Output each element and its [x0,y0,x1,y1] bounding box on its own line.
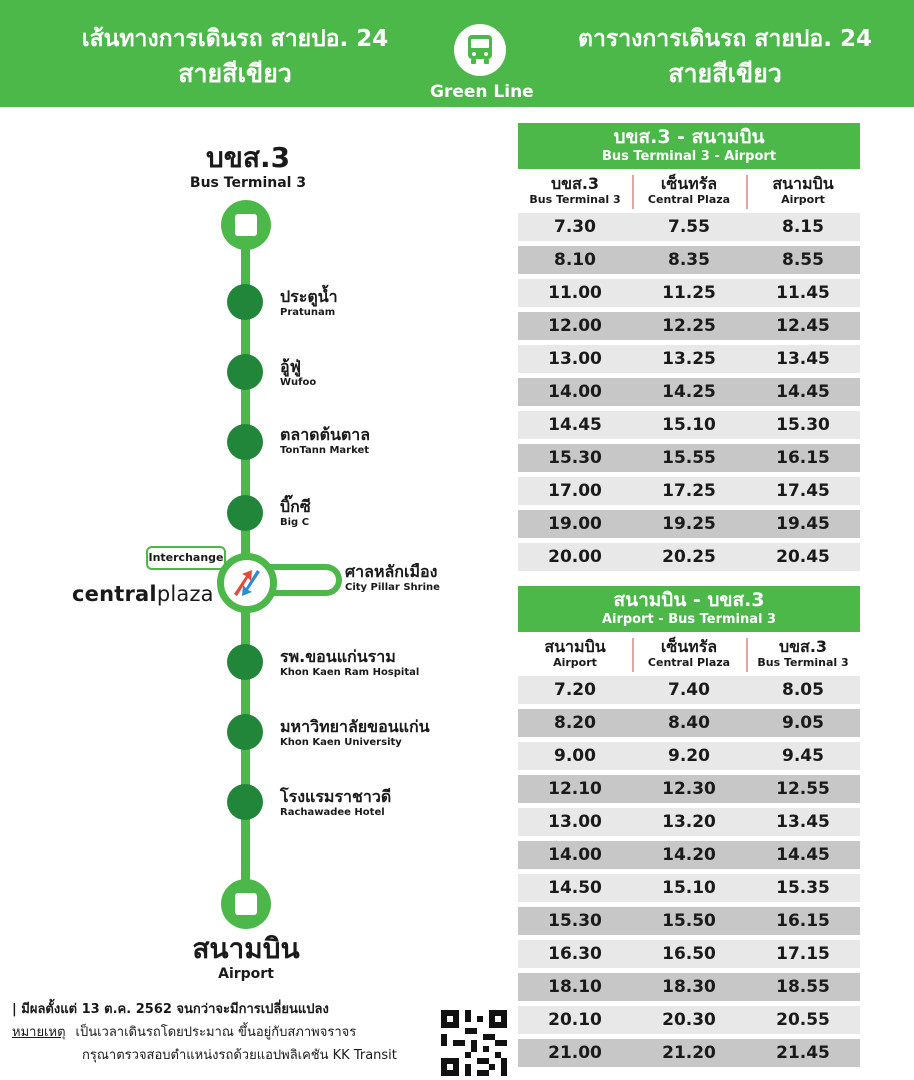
table-cell: 19.25 [662,514,716,534]
stop-label [280,425,370,457]
route-heading-subtitle: สายสีเขียว [178,59,292,88]
column-header [518,175,632,207]
table-row [518,709,860,737]
stop-label-central [345,562,440,594]
table-cell: 8.55 [782,250,824,270]
column-header-th: เซ็นทรัล [660,637,718,656]
column-header [632,175,746,207]
stop-dot [227,784,263,820]
table-cell: 13.20 [662,812,716,832]
table-cell: 20.55 [776,1010,830,1030]
table-row [518,378,860,406]
timetable-title-en: Bus Terminal 3 - Airport [601,149,777,164]
timetable-title-th: สนามบิน - บขส.3 [613,589,765,611]
column-header-th: บขส.3 [550,174,600,193]
table-cell: 15.30 [548,448,602,468]
interchange-node [217,553,277,613]
table-row [518,808,860,836]
table-row [518,543,860,571]
table-cell: 15.50 [662,911,716,931]
column-header-en: Bus Terminal 3 [529,193,621,206]
start-terminal-th: บขส.3 [205,141,291,174]
table-cell: 14.45 [776,845,830,865]
table-row [518,1006,860,1034]
table-cell: 15.35 [776,878,830,898]
stop-name-en: TonTann Market [280,445,370,456]
route-heading-title: เส้นทางการเดินรถ สายปอ. 24 [81,26,389,52]
interchange-label: Interchange [146,546,226,570]
stop-name-en: Pratunam [280,307,336,318]
stop-label [280,647,419,679]
stop-name-th: ตลาดต้นตาล [280,425,371,444]
remark-line1: เป็นเวลาเดินรถโดยประมาณ ขึ้นอยู่กับสภาพจราจร [75,1025,357,1040]
table-row [518,411,860,439]
qr-code-icon[interactable] [441,1010,507,1076]
table-cell: 8.15 [782,217,824,237]
table-cell: 20.00 [548,547,602,567]
table-cell: 8.40 [668,713,710,733]
route-heading [50,22,420,92]
table-cell: 14.45 [776,382,830,402]
table-row [518,345,860,373]
timetable-title-th: บขส.3 - สนามบิน [613,126,765,148]
stop-name-en: Khon Kaen Ram Hospital [280,667,420,678]
table-cell: 15.10 [662,878,716,898]
table-cell: 17.00 [548,481,602,501]
stop-name-th: อู้ฟู่ [280,357,301,376]
table-cell: 9.00 [554,746,596,766]
table-cell: 8.05 [782,680,824,700]
table-cell: 13.00 [548,349,602,369]
table-cell: 12.55 [776,779,830,799]
table-row [518,940,860,968]
timetable-heading-title: ตารางการเดินรถ สายปอ. 24 [578,26,872,52]
table-cell: 11.00 [548,283,602,303]
table-row [518,973,860,1001]
table-cell: 13.00 [548,812,602,832]
table-cell: 12.10 [548,779,602,799]
notes [12,998,442,1067]
table-cell: 21.00 [548,1043,602,1063]
table-row [518,1039,860,1067]
logo-text: Green Line [430,82,534,102]
column-header-en: Central Plaza [647,656,731,669]
stop-name-th: บิ๊กซี [280,497,311,516]
stop-dot [227,644,263,680]
table-cell: 13.45 [776,349,830,369]
start-terminal-en: Bus Terminal 3 [189,175,307,191]
stop-dot [227,354,263,390]
table-row [518,246,860,274]
central-logo-part2: plaza [156,582,214,606]
timetable-airport-to-terminal [518,586,860,1072]
table-row [518,874,860,902]
table-cell: 9.20 [668,746,710,766]
remark-key: หมายเหตุ [12,1025,66,1040]
table-cell: 13.25 [662,349,716,369]
table-cell: 9.05 [782,713,824,733]
end-terminal-node [221,879,271,929]
table-cell: 7.40 [668,680,710,700]
timetable-header [518,123,860,169]
stop-dot [227,495,263,531]
table-cell: 15.10 [662,415,716,435]
stop-dot [227,424,263,460]
start-terminal-node [221,200,271,250]
column-header-en: Bus Terminal 3 [757,656,849,669]
stop-label [280,357,316,389]
route-map [0,107,510,1007]
table-cell: 7.55 [668,217,710,237]
timetable-column-headers [518,632,860,676]
stop-label [280,497,311,529]
table-cell: 12.25 [662,316,716,336]
table-cell: 17.25 [662,481,716,501]
table-cell: 12.45 [776,316,830,336]
table-cell: 20.45 [776,547,830,567]
stop-name-en: Wufoo [280,377,317,388]
stop-name-en: Rachawadee Hotel [280,807,385,818]
stop-name-en: City Pillar Shrine [345,582,440,593]
stop-name-en: Big C [280,517,310,528]
column-header-en: Airport [781,193,825,206]
end-terminal-label [136,933,356,983]
table-cell: 8.10 [554,250,596,270]
header-banner [0,0,914,107]
table-cell: 14.50 [548,878,602,898]
green-line-logo [430,24,534,102]
table-row [518,477,860,505]
timetable-heading-subtitle: สายสีเขียว [668,59,782,88]
table-row [518,312,860,340]
table-cell: 14.00 [548,382,602,402]
table-cell: 20.25 [662,547,716,567]
table-row [518,213,860,241]
interchange-arrows-icon [224,560,270,606]
column-header [518,638,632,670]
table-row [518,510,860,538]
column-header-th: สนามบิน [544,637,606,656]
table-row [518,676,860,704]
stop-label [280,287,338,319]
timetable-heading [540,22,910,92]
table-cell: 14.45 [548,415,602,435]
table-cell: 15.30 [548,911,602,931]
table-cell: 16.30 [548,944,602,964]
stop-dot [227,284,263,320]
table-cell: 17.45 [776,481,830,501]
table-cell: 14.25 [662,382,716,402]
centralplaza-logo [72,581,214,607]
table-cell: 9.45 [782,746,824,766]
table-row [518,907,860,935]
table-cell: 13.45 [776,812,830,832]
table-cell: 20.30 [662,1010,716,1030]
table-row [518,775,860,803]
table-cell: 8.35 [668,250,710,270]
column-header-th: บขส.3 [778,637,828,656]
remark-line2: กรุณาตรวจสอบตำแหน่งรถด้วยแอปพลิเคชัน KK Transit [82,1048,397,1063]
column-header [746,638,860,670]
table-cell: 12.30 [662,779,716,799]
stop-name-th: รพ.ขอนแก่นราม [280,647,396,666]
timetable-title-en: Airport - Bus Terminal 3 [601,612,777,627]
column-header-th: เซ็นทรัล [660,174,718,193]
table-row [518,742,860,770]
table-row [518,279,860,307]
table-cell: 11.25 [662,283,716,303]
timetable-terminal-to-airport [518,123,860,576]
table-cell: 17.15 [776,944,830,964]
timetable-rows [518,213,860,571]
timetable-rows [518,676,860,1067]
table-cell: 14.00 [548,845,602,865]
stop-name-th: โรงแรมราชาวดี [280,787,392,806]
table-cell: 16.15 [776,448,830,468]
table-cell: 11.45 [776,283,830,303]
table-cell: 15.55 [662,448,716,468]
effective-date-note: | มีผลตั้งแต่ 13 ต.ค. 2562 จนกว่าจะมีการเปลี่ยนแปลง [12,1002,329,1017]
bus-icon [454,24,506,76]
table-cell: 15.30 [776,415,830,435]
table-cell: 8.20 [554,713,596,733]
stop-dot [227,714,263,750]
column-header-en: Airport [553,656,597,669]
table-cell: 20.10 [548,1010,602,1030]
stop-name-th: ประตูน้ำ [280,287,338,306]
table-cell: 21.45 [776,1043,830,1063]
table-row [518,841,860,869]
start-terminal-label [138,142,358,192]
end-terminal-th: สนามบิน [192,932,300,965]
table-cell: 18.10 [548,977,602,997]
stop-name-en: Khon Kaen University [280,737,402,748]
table-cell: 18.30 [662,977,716,997]
table-cell: 16.50 [662,944,716,964]
table-cell: 16.15 [776,911,830,931]
timetable-column-headers [518,169,860,213]
table-row [518,444,860,472]
remark-row [12,1021,442,1044]
column-header-th: สนามบิน [772,174,834,193]
table-cell: 18.55 [776,977,830,997]
column-header-en: Central Plaza [647,193,731,206]
table-cell: 12.00 [548,316,602,336]
stop-label [280,717,430,749]
table-cell: 7.20 [554,680,596,700]
stop-name-th: มหาวิทยาลัยขอนแก่น [280,717,430,736]
column-header [632,638,746,670]
table-cell: 14.20 [662,845,716,865]
stop-label [280,787,391,819]
table-cell: 7.30 [554,217,596,237]
table-cell: 19.45 [776,514,830,534]
table-cell: 19.00 [548,514,602,534]
stop-name-th: ศาลหลักเมือง [345,562,438,581]
table-cell: 21.20 [662,1043,716,1063]
end-terminal-en: Airport [218,966,274,982]
timetable-header [518,586,860,632]
central-logo-part1: central [72,582,157,606]
column-header [746,175,860,207]
